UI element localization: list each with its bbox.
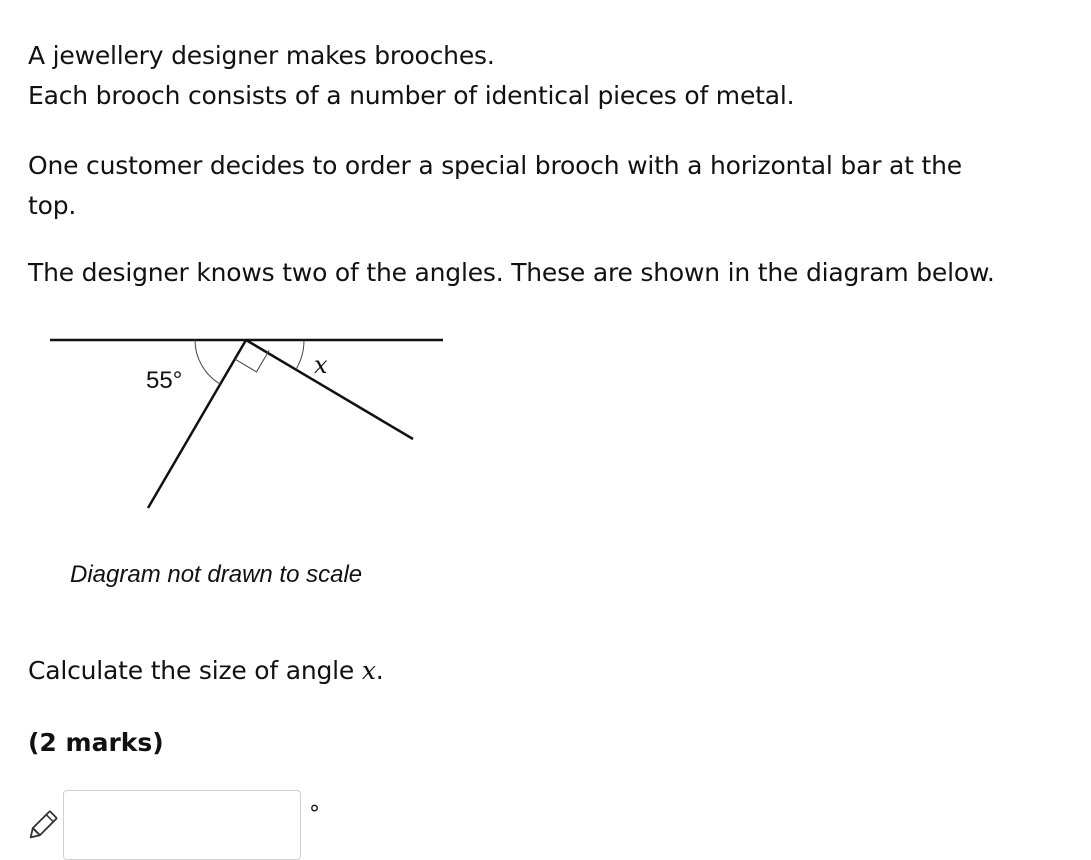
question-line-5: The designer knows two of the angles. These are shown in the diagram below.	[28, 258, 995, 287]
right-angle-marker	[235, 350, 269, 372]
prompt-variable: x	[361, 656, 376, 685]
marks-label: (2 marks)	[28, 728, 164, 757]
angle-label-55: 55°	[146, 367, 183, 394]
diagram-note: Diagram not drawn to scale	[70, 561, 363, 588]
angle-arc-x	[296, 340, 304, 370]
prompt-prefix: Calculate the size of angle	[28, 656, 362, 685]
answer-input[interactable]	[63, 790, 301, 860]
angle-label-x: x	[314, 351, 328, 379]
angle-diagram	[0, 300, 460, 540]
left-arm	[148, 340, 246, 508]
question-line-1: A jewellery designer makes brooches.	[28, 41, 495, 70]
question-prompt	[28, 655, 384, 687]
angle-arc-55	[195, 340, 221, 384]
prompt-suffix: .	[375, 656, 384, 685]
pencil-icon	[24, 808, 60, 844]
degree-unit: °	[309, 802, 320, 827]
right-arm	[246, 340, 413, 439]
question-line-4: top.	[28, 191, 77, 220]
question-line-3: One customer decides to order a special brooch with a horizontal bar at the	[28, 151, 962, 180]
question-line-2: Each brooch consists of a number of identical pieces of metal.	[28, 81, 795, 110]
